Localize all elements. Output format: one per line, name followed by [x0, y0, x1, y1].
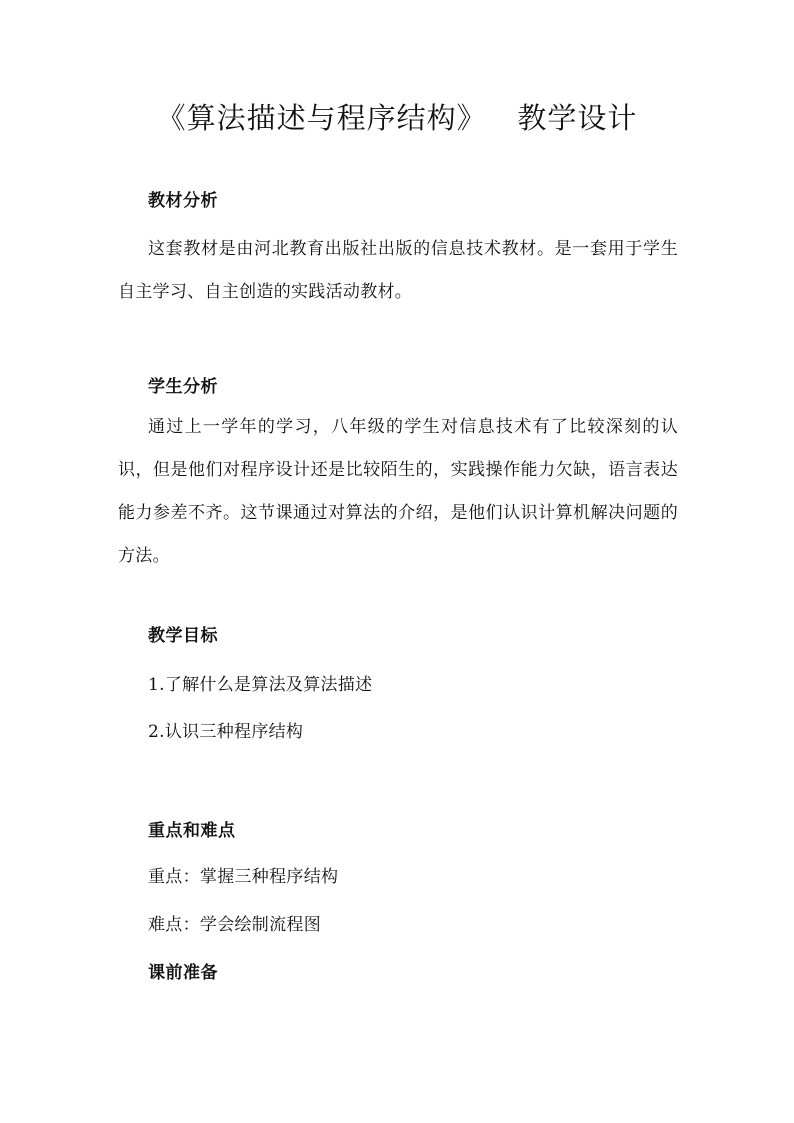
- key-point-line: 重点：掌握三种程序结构: [148, 867, 339, 887]
- section-text-materials: 这套教材是由河北教育出版社出版的信息技术教材。是一套用于学生自主学习、自主创造的实践活动教材。: [118, 239, 678, 302]
- document-title: 《算法描述与程序结构》 教学设计: [156, 101, 638, 135]
- goal-item-1: 1.了解什么是算法及算法描述: [148, 675, 373, 695]
- difficulty-line: 难点：学会绘制流程图: [148, 915, 321, 935]
- section-heading-preparation: 课前准备: [148, 963, 218, 983]
- section-heading-key-points: 重点和难点: [148, 821, 236, 841]
- goal-item-2: 2.认识三种程序结构: [148, 722, 304, 742]
- section-heading-materials: 教材分析: [148, 191, 218, 211]
- section-text-students: 通过上一学年的学习，八年级的学生对信息技术有了比较深刻的认识，但是他们对程序设计还是比较陌生的，实践操作能力欠缺，语言表达能力参差不齐。这节课通过对算法的介绍，是他们认识计算机解决问题的方法。: [118, 417, 678, 566]
- section-heading-students: 学生分析: [148, 377, 218, 397]
- section-heading-goals: 教学目标: [148, 626, 218, 646]
